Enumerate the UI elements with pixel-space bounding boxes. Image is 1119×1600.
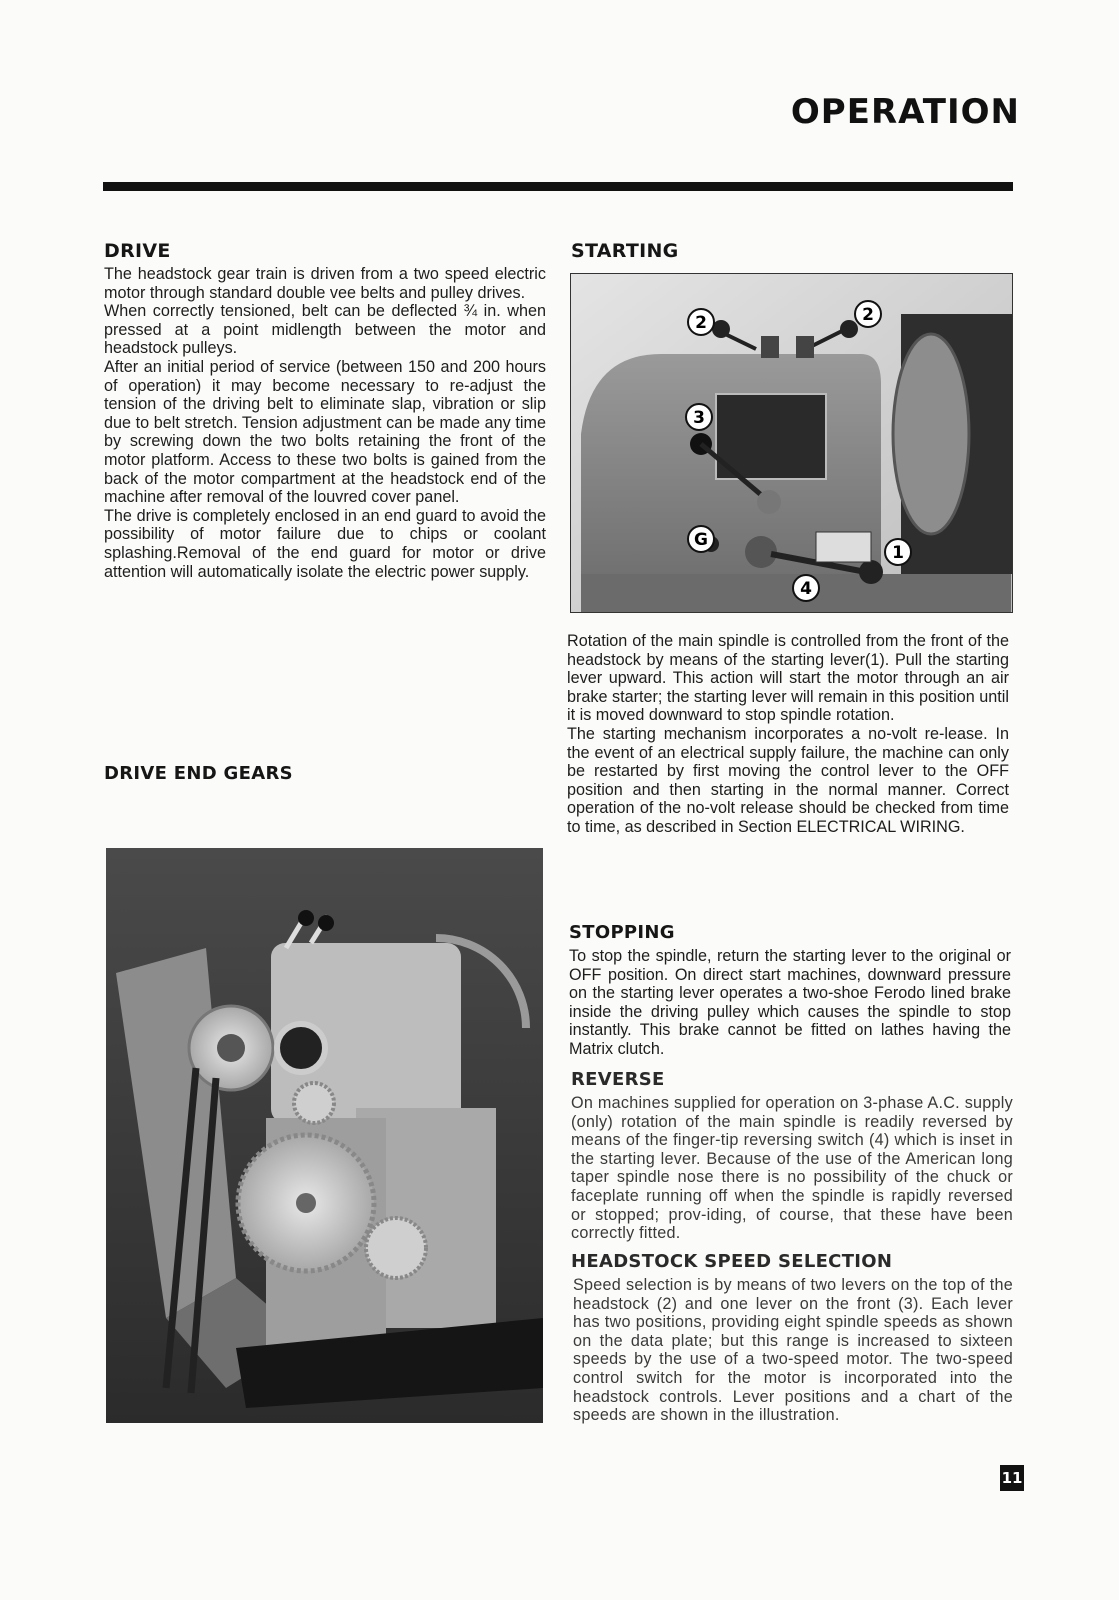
drive-end-gears-photo <box>106 848 543 1423</box>
starting-heading: STARTING <box>571 240 679 262</box>
stopping-paragraph: To stop the spindle, return the starting lever to the original or OFF position. On direct start machines, downward pressure on the starting lever operates a two-shoe Ferodo lined brake inside the driving pulley which causes the spindle to stop instantly. This brake cannot be fitted on lathes having the Matrix clutch. <box>569 947 1011 1058</box>
drive-text <box>104 265 546 581</box>
drive-paragraph: The drive is completely enclosed in an end guard to avoid the possibility of motor failure due to chips or coolant splashing.Removal of the end guard for motor or drive attention will automatically isolate the electric power supply. <box>104 506 546 581</box>
starting-text <box>567 632 1009 837</box>
header-rule <box>103 182 1013 191</box>
stopping-text <box>569 947 1011 1059</box>
headstock-speed-heading: HEADSTOCK SPEED SELECTION <box>571 1251 893 1272</box>
headstock-speed-text <box>573 1276 1013 1425</box>
starting-paragraph: The starting mechanism incorporates a no-volt re-lease. In the event of an electrical supply failure, the machine can only be restarted by first moving the control lever to the OFF position and then starting in the normal manner. Correct operation of the no-volt release should be checked from time to time, as described in Section ELECTRICAL WIRING. <box>567 724 1009 836</box>
starting-paragraph: Rotation of the main spindle is controlled from the front of the headstock by means of the starting lever(1). Pull the starting lever upward. This action will start the motor through an air brake starter; the starting lever will remain in this position until it is moved downward to stop spindle rotation. <box>567 632 1009 725</box>
drive-paragraph: The headstock gear train is driven from a two speed electric motor through standard double vee belts and pulley drives. <box>104 265 546 302</box>
page-title: OPERATION <box>790 92 1020 132</box>
reverse-heading: REVERSE <box>571 1069 665 1090</box>
starting-photo <box>570 273 1013 613</box>
callout-2-right: 2 <box>862 305 874 325</box>
drive-end-gears-heading: DRIVE END GEARS <box>104 763 293 784</box>
callout-g: G <box>694 530 708 550</box>
drive-paragraph: When correctly tensioned, belt can be deflected ¾ in. when pressed at a point midlength between the motor and headstock pulleys. <box>104 302 546 358</box>
reverse-text <box>571 1094 1013 1243</box>
headstock-speed-paragraph: Speed selection is by means of two levers on the top of the headstock (2) and one lever on the front (3). Each lever has two positions, providing eight spindle speeds as shown on the data plate; but this range is increased to sixteen speeds by the use of a two-speed motor. The two-speed control switch for the motor is incorporated into the headstock controls. Lever positions and a chart of the speeds are shown in the illustration. <box>573 1276 1013 1425</box>
callout-4: 4 <box>800 579 812 599</box>
drive-heading: DRIVE <box>104 240 171 262</box>
drive-paragraph: After an initial period of service (between 150 and 200 hours of operation) it may become necessary to re-adjust the tension of the driving belt to eliminate slap, vibration or slip due to belt stretch. Tension adjustment can be made any time by screwing down the two bolts retaining the front of the motor platform. Access to these two bolts is gained from the back of the motor compartment at the headstock end of the machine after removal of the louvred cover panel. <box>104 357 546 507</box>
reverse-paragraph: On machines supplied for operation on 3-phase A.C. supply (only) rotation of the main spindle is readily reversed by means of the finger-tip reversing switch (4) which is inset in the starting lever. Because of the use of the American long taper spindle nose there is no possibility of the chuck or faceplate running off when the spindle is rapidly reversed or stopped; prov-iding, of course, that these have been correctly fitted. <box>571 1094 1013 1243</box>
callout-2-left: 2 <box>695 313 707 333</box>
stopping-heading: STOPPING <box>569 922 675 943</box>
page-number: 11 <box>1000 1465 1024 1491</box>
callout-1: 1 <box>892 543 904 563</box>
callout-3: 3 <box>693 408 705 428</box>
